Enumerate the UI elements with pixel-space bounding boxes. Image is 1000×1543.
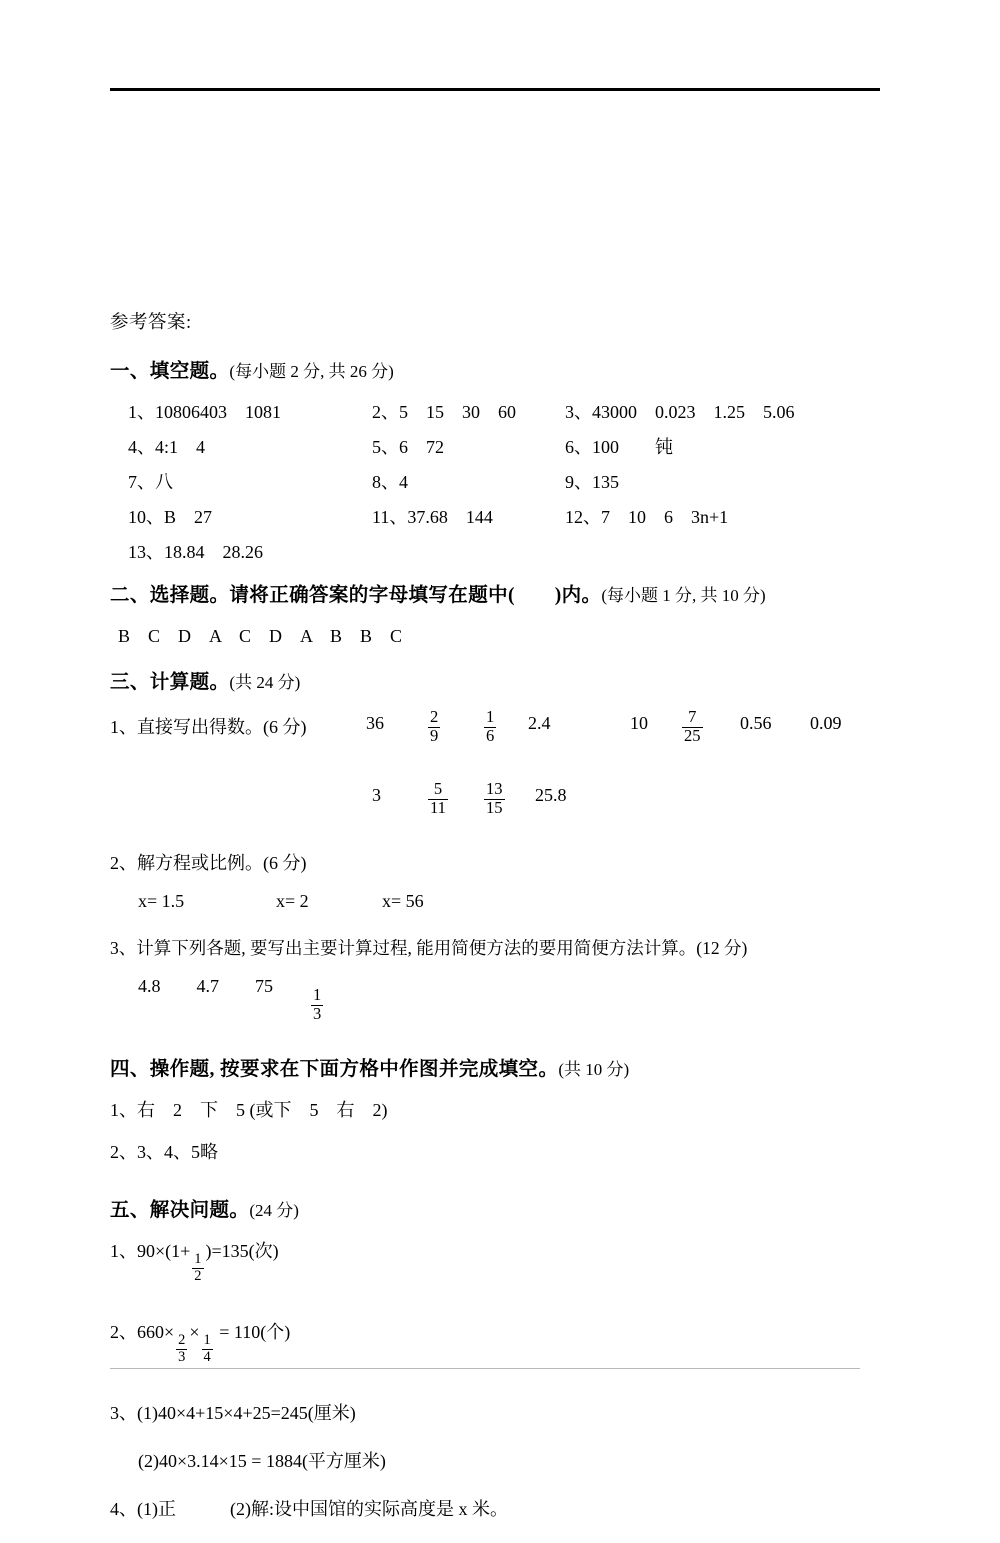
equation-answer: x= 56 [382, 891, 424, 911]
expression-part: = 110(个) [214, 1321, 291, 1342]
answer-value: 36 [366, 713, 384, 733]
fraction-denominator: 15 [486, 797, 503, 817]
fraction-numerator: 1 [313, 984, 322, 1004]
table-row [110, 468, 900, 503]
calculation-q1-row2 [110, 781, 900, 849]
fraction-denominator: 3 [313, 1003, 322, 1023]
multiple-choice-score-note: (每小题 1 分, 共 10 分) [601, 586, 766, 605]
fraction-denominator: 9 [430, 725, 439, 745]
answer-cell: 10、B 27 [128, 507, 213, 527]
fraction [484, 781, 505, 817]
problem-solving-q1 [110, 1237, 900, 1284]
answer-cell: 12、7 10 6 3n+1 [565, 507, 729, 527]
answer-cell: 7、八 [128, 472, 173, 492]
fraction-numerator: 7 [688, 707, 697, 726]
document-content [110, 308, 900, 1543]
problem-solving-score-note: (24 分) [249, 1200, 299, 1220]
answer-cell: 8、4 [372, 472, 408, 492]
fraction [428, 709, 440, 745]
answer-value: 4.8 4.7 75 [138, 976, 309, 996]
calculation-q1-lead: 1、直接写出得数。(6 分) [110, 717, 307, 737]
table-row [110, 398, 900, 433]
section-heading-multiple-choice [110, 579, 900, 607]
table-row [110, 433, 900, 468]
answer-value: 0.56 [740, 713, 772, 733]
fraction-numerator: 2 [178, 1332, 186, 1349]
expression-part: 2、660× [110, 1321, 175, 1342]
section-heading-operation [110, 1053, 900, 1081]
answer-value: 25.8 [535, 785, 567, 805]
calculation-q2-answers [110, 891, 900, 921]
expression-part: )=135(次) [205, 1240, 279, 1261]
answer-value: 10 [630, 713, 648, 733]
answer-value: 0.09 [810, 713, 842, 733]
fraction [484, 709, 496, 745]
answer-cell: 3、43000 0.023 1.25 5.06 [565, 402, 795, 422]
problem-solving-heading-text: 五、解决问题。 [110, 1199, 250, 1221]
multiple-choice-answers: B C D A C D A B B C [118, 626, 403, 646]
header-rule [110, 88, 880, 91]
equation-answer: x= 2 [276, 891, 309, 911]
calculation-q1-row1 [110, 709, 900, 781]
multiple-choice-heading-text: 二、选择题。请将正确答案的字母填写在题中( )内。 [110, 585, 602, 606]
answer-value: 2.4 [528, 713, 551, 733]
operation-score-note: (共 10 分) [558, 1059, 630, 1079]
answer-cell: 9、135 [565, 472, 619, 492]
fraction-denominator: 6 [486, 725, 495, 745]
answer-cell: 2、5 15 30 60 [372, 402, 516, 422]
table-row [110, 538, 900, 573]
section-heading-fill-in-blank [110, 355, 900, 383]
fraction-denominator: 2 [194, 1268, 202, 1285]
answer-cell: 13、18.84 28.26 [128, 542, 263, 562]
fraction-denominator: 25 [684, 725, 701, 745]
fraction-numerator: 1 [203, 1332, 211, 1349]
equation-answer: x= 1.5 [138, 891, 185, 911]
expression-part: 1、90×(1+ [110, 1240, 191, 1261]
operation-heading-text: 四、操作题, 按要求在下面方格中作图并完成填空。 [110, 1058, 559, 1080]
calculation-heading-text: 三、计算题。 [110, 672, 230, 693]
fraction-numerator: 1 [486, 707, 495, 726]
fraction-denominator: 3 [178, 1349, 186, 1365]
fraction-numerator: 13 [486, 779, 503, 798]
fraction-numerator: 1 [194, 1251, 202, 1268]
answer-value: 3 [372, 785, 381, 805]
fill-in-blank-heading-text: 一、填空题。 [110, 361, 230, 382]
answer-cell: 4、4:1 4 [128, 437, 206, 457]
reference-answer-title: 参考答案: [110, 313, 192, 333]
fraction [202, 1333, 213, 1364]
answer-cell: 6、100 钝 [565, 437, 673, 457]
fraction [176, 1333, 187, 1364]
fraction [311, 984, 323, 1023]
calculation-q3-lead: 3、计算下列各题, 要写出主要计算过程, 能用简便方法的要用简便方法计算。(12 分) [110, 938, 748, 958]
answer-cell: 1、10806403 1081 [128, 402, 281, 422]
table-row [110, 503, 900, 538]
fraction-numerator: 2 [430, 707, 439, 726]
problem-solving-q2 [110, 1318, 900, 1365]
fraction [682, 709, 703, 745]
problem-solving-q4-line1: 4、(1)正 (2)解:设中国馆的实际高度是 x 米。 [110, 1498, 508, 1519]
calculation-q3-answers [110, 972, 900, 1023]
answer-cell: 11、37.68 144 [372, 507, 493, 527]
calculation-score-note: (共 24 分) [229, 673, 301, 692]
problem-solving-q3-line1: 3、(1)40×4+15×4+25=245(厘米) [110, 1402, 356, 1423]
section-heading-calculation [110, 666, 900, 694]
calculation-q2-lead: 2、解方程或比例。(6 分) [110, 853, 307, 873]
fill-in-blank-score-note: (每小题 2 分, 共 26 分) [229, 362, 394, 381]
fraction [192, 1252, 203, 1283]
problem-solving-q3-line2: (2)40×3.14×15 = 1884(平方厘米) [138, 1450, 386, 1471]
section-heading-problem-solving [110, 1194, 900, 1222]
calculation-q1-block [110, 709, 900, 849]
fraction-denominator: 4 [203, 1349, 211, 1365]
operation-answer-item: 2、3、4、5略 [110, 1141, 218, 1162]
expression-part: × [189, 1321, 200, 1342]
answer-cell: 5、6 72 [372, 437, 444, 457]
fraction-numerator: 5 [433, 779, 443, 798]
fill-in-blank-answer-grid [110, 398, 900, 573]
fraction-denominator: 11 [430, 797, 446, 817]
spacer [110, 1180, 900, 1194]
fraction [428, 781, 448, 817]
operation-answer-item: 1、右 2 下 5 (或下 5 右 2) [110, 1099, 388, 1120]
